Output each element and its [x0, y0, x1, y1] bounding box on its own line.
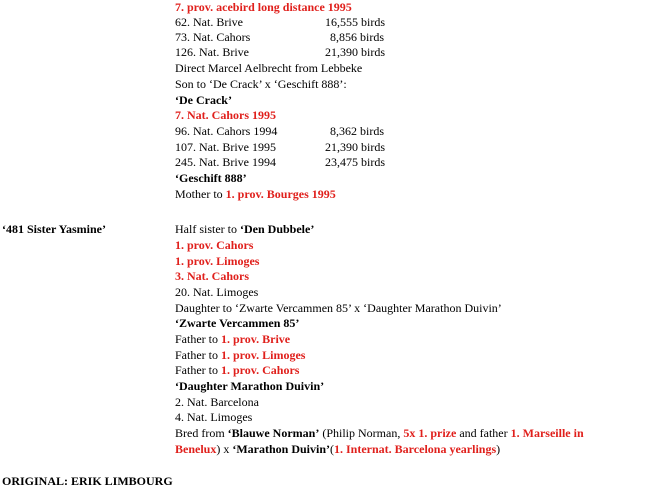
result-count: 21,390 birds — [325, 45, 385, 59]
heading-title: 7. prov. acebird long distance 1995 — [175, 0, 352, 14]
bred-close: ) — [496, 442, 501, 456]
bred-sire: ‘Blauwe Norman’ — [227, 426, 320, 440]
dam-title: 1. prov. Bourges 1995 — [225, 187, 336, 201]
father-prefix: Father to — [175, 363, 221, 377]
result-count: 23,475 birds — [325, 155, 385, 169]
son-of-line: Son to ‘De Crack’ x ‘Geschift 888’: — [175, 77, 347, 91]
father-title: 1. prov. Cahors — [221, 363, 300, 377]
bred-mid: and father — [456, 426, 511, 440]
father-prefix: Father to — [175, 348, 221, 362]
bred-title: 1. Marseille in — [510, 426, 584, 440]
result-race: 107. Nat. Brive 1995 — [175, 140, 276, 154]
bred-prefix: Bred from — [175, 426, 228, 440]
dam-result: 2. Nat. Barcelona — [175, 395, 259, 409]
dam-line — [175, 187, 336, 202]
dam-result: 4. Nat. Limoges — [175, 410, 253, 424]
sire-title: 7. Nat. Cahors 1995 — [175, 108, 276, 122]
footer-credit: ORIGINAL: ERIK LIMBOURG — [2, 474, 173, 488]
result-race: 62. Nat. Brive — [175, 15, 243, 29]
result-race: 73. Nat. Cahors — [175, 30, 251, 44]
result-count: 21,390 birds — [325, 140, 385, 154]
result-count: 16,555 birds — [325, 15, 385, 29]
title-item: 1. prov. Cahors — [175, 238, 254, 252]
bred-title-2: Benelux — [175, 442, 217, 456]
sire-name: ‘Zwarte Vercammen 85’ — [175, 316, 300, 330]
result-race: 245. Nat. Brive 1994 — [175, 155, 276, 169]
dam-prefix: Mother to — [175, 187, 226, 201]
bred-from-line-2 — [175, 442, 500, 457]
father-prefix: Father to — [175, 332, 221, 346]
title-item: 3. Nat. Cahors — [175, 269, 249, 283]
daughter-of-line: Daughter to ‘Zwarte Vercammen 85’ x ‘Daughter Marathon Duivin’ — [175, 301, 502, 315]
result-count: 8,362 birds — [330, 124, 384, 138]
bred-from-line — [175, 426, 584, 441]
half-prefix: Half sister to — [175, 222, 240, 236]
father-line — [175, 363, 299, 378]
result-count: 8,856 birds — [330, 30, 384, 44]
direct-line: Direct Marcel Aelbrecht from Lebbeke — [175, 61, 363, 75]
result-line: 20. Nat. Limoges — [175, 285, 259, 299]
bred-open: ( — [330, 442, 335, 456]
father-line — [175, 348, 305, 363]
half-name: ‘Den Dubbele’ — [240, 222, 315, 236]
bred-mid: ) x — [216, 442, 233, 456]
half-sister-line — [175, 222, 314, 237]
bred-prize: 5x 1. prize — [403, 426, 457, 440]
result-race: 96. Nat. Cahors 1994 — [175, 124, 278, 138]
title-item: 1. prov. Limoges — [175, 254, 260, 268]
sire-name: ‘De Crack’ — [175, 93, 232, 107]
bred-dam: ‘Marathon Duivin’ — [232, 442, 331, 456]
father-title: 1. prov. Limoges — [221, 348, 306, 362]
father-line — [175, 332, 290, 347]
dam-name: ‘Daughter Marathon Duivin’ — [175, 379, 325, 393]
result-race: 126. Nat. Brive — [175, 45, 249, 59]
sister-label: ‘481 Sister Yasmine’ — [2, 222, 106, 236]
bred-mid: (Philip Norman, — [319, 426, 404, 440]
bred-dam-title: 1. Internat. Barcelona yearlings — [334, 442, 497, 456]
dam-name: ‘Geschift 888’ — [175, 171, 247, 185]
father-title: 1. prov. Brive — [221, 332, 291, 346]
